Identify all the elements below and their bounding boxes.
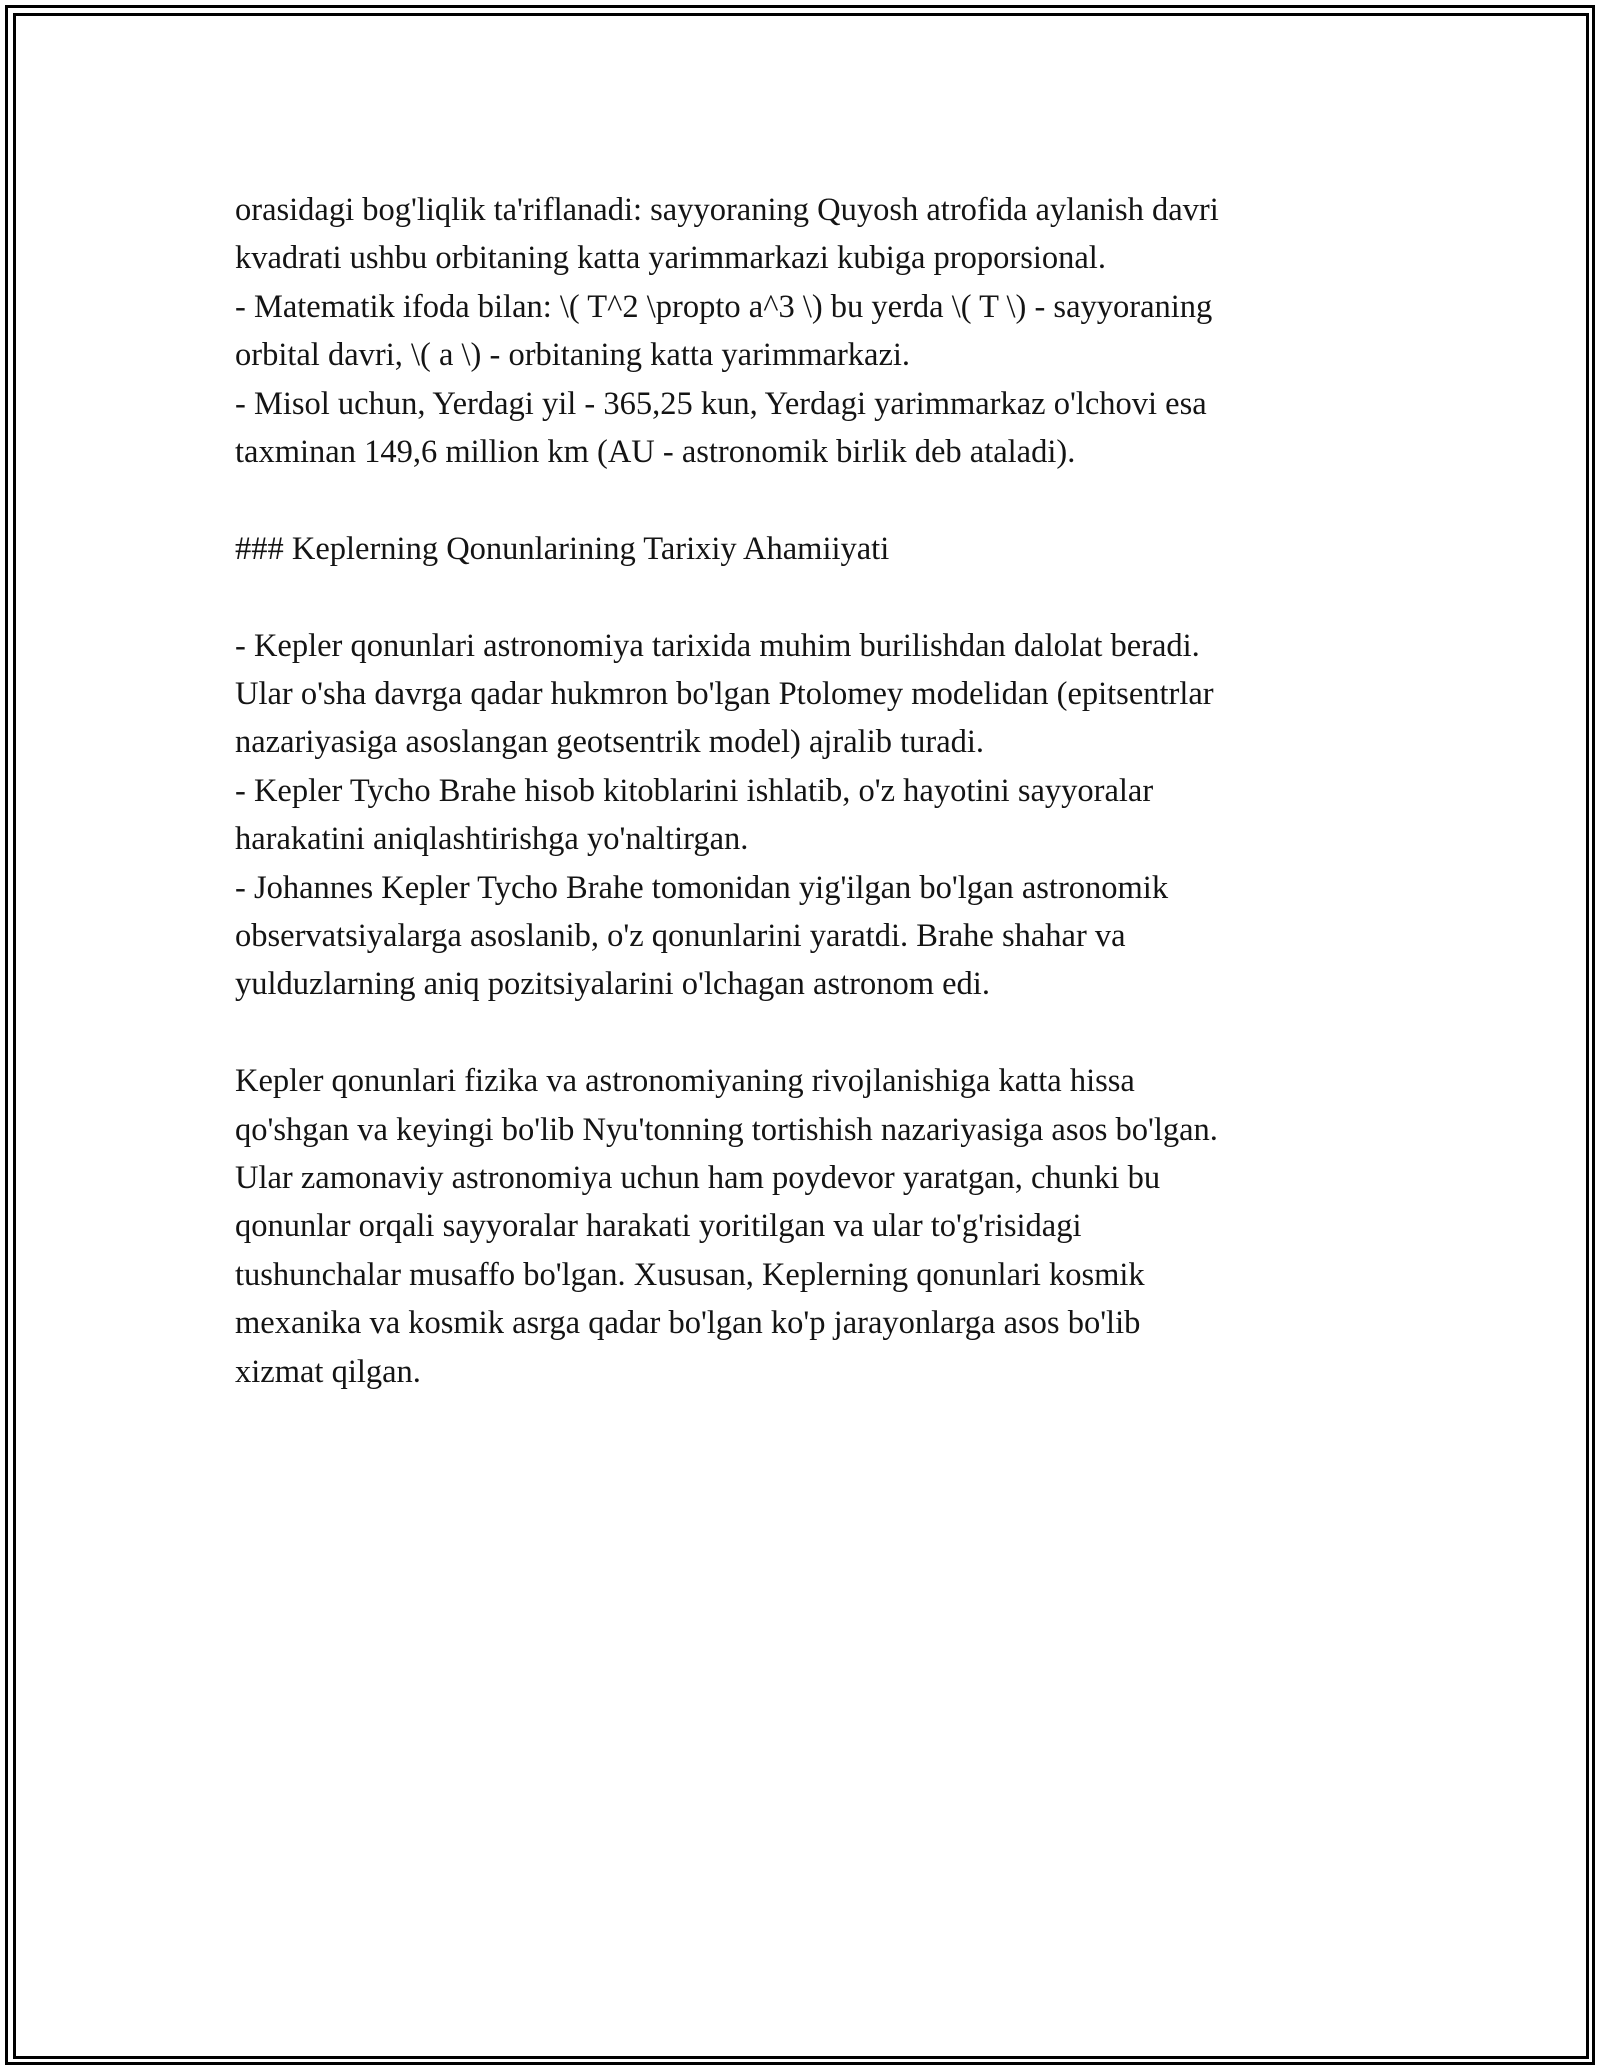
text-line: qo'shgan va keyingi bo'lib Nyu'tonning tortishish nazariyasiga asos bo'lgan. bbox=[235, 1111, 1218, 1148]
blank-line bbox=[235, 1009, 1365, 1057]
text-line: mexanika va kosmik asrga qadar bo'lgan ko'p jarayonlarga asos bo'lib bbox=[235, 1305, 1141, 1342]
document-body bbox=[235, 186, 1365, 1396]
text-line: orasidagi bog'liqlik ta'riflanadi: sayyoraning Quyosh atrofida aylanish davri bbox=[235, 192, 1219, 228]
text-line: observatsiyalarga asoslanib, o'z qonunlarini yaratdi. Brahe shahar va bbox=[235, 918, 1126, 955]
text-line: qonunlar orqali sayyoralar harakati yoritilgan va ular to'g'risidagi bbox=[235, 1208, 1082, 1245]
paragraph-conclusion bbox=[235, 1057, 1365, 1396]
text-line: tushunchalar musaffo bo'lgan. Xususan, Keplerning qonunlari kosmik bbox=[235, 1256, 1145, 1293]
text-line: Ular o'sha davrga qadar hukmron bo'lgan Ptolomey modelidan (epitsentrlar bbox=[235, 676, 1214, 713]
text-line: xizmat qilgan. bbox=[235, 1353, 421, 1390]
paragraph-historical-significance bbox=[235, 622, 1365, 1009]
text-line: - Kepler qonunlari astronomiya tarixida muhim burilishdan dalolat beradi. bbox=[235, 627, 1200, 664]
paragraph-kepler-third-law bbox=[235, 186, 1365, 476]
text-line: Kepler qonunlari fizika va astronomiyaning rivojlanishiga katta hissa bbox=[235, 1063, 1135, 1100]
text-line: yulduzlarning aniq pozitsiyalarini o'lchagan astronom edi. bbox=[235, 966, 990, 1003]
blank-line bbox=[235, 476, 1365, 524]
text-line: kvadrati ushbu orbitaning katta yarimmarkazi kubiga proporsional. bbox=[235, 240, 1106, 277]
text-line: - Matematik ifoda bilan: \( T^2 \propto a^3 \) bu yerda \( T \) - sayyoraning bbox=[235, 288, 1213, 325]
text-line: nazariyasiga asoslangan geotsentrik model) ajralib turadi. bbox=[235, 724, 985, 761]
text-line: taxminan 149,6 million km (AU - astronomik birlik deb ataladi). bbox=[235, 434, 1076, 471]
text-line: - Johannes Kepler Tycho Brahe tomonidan yig'ilgan bo'lgan astronomik bbox=[235, 869, 1169, 906]
blank-line bbox=[235, 573, 1365, 621]
text-line: - Kepler Tycho Brahe hisob kitoblarini ishlatib, o'z hayotini sayyoralar bbox=[235, 772, 1154, 809]
text-line: orbital davri, \( a \) - orbitaning katta yarimmarkazi. bbox=[235, 337, 911, 374]
text-line: harakatini aniqlashtirishga yo'naltirgan. bbox=[235, 821, 749, 858]
text-line: - Misol uchun, Yerdagi yil - 365,25 kun, Yerdagi yarimmarkaz o'lchovi esa bbox=[235, 385, 1207, 422]
section-heading: ### Keplerning Qonunlarining Tarixiy Ahamiiyati bbox=[235, 530, 890, 567]
text-line: Ular zamonaviy astronomiya uchun ham poydevor yaratgan, chunki bu bbox=[235, 1160, 1161, 1197]
